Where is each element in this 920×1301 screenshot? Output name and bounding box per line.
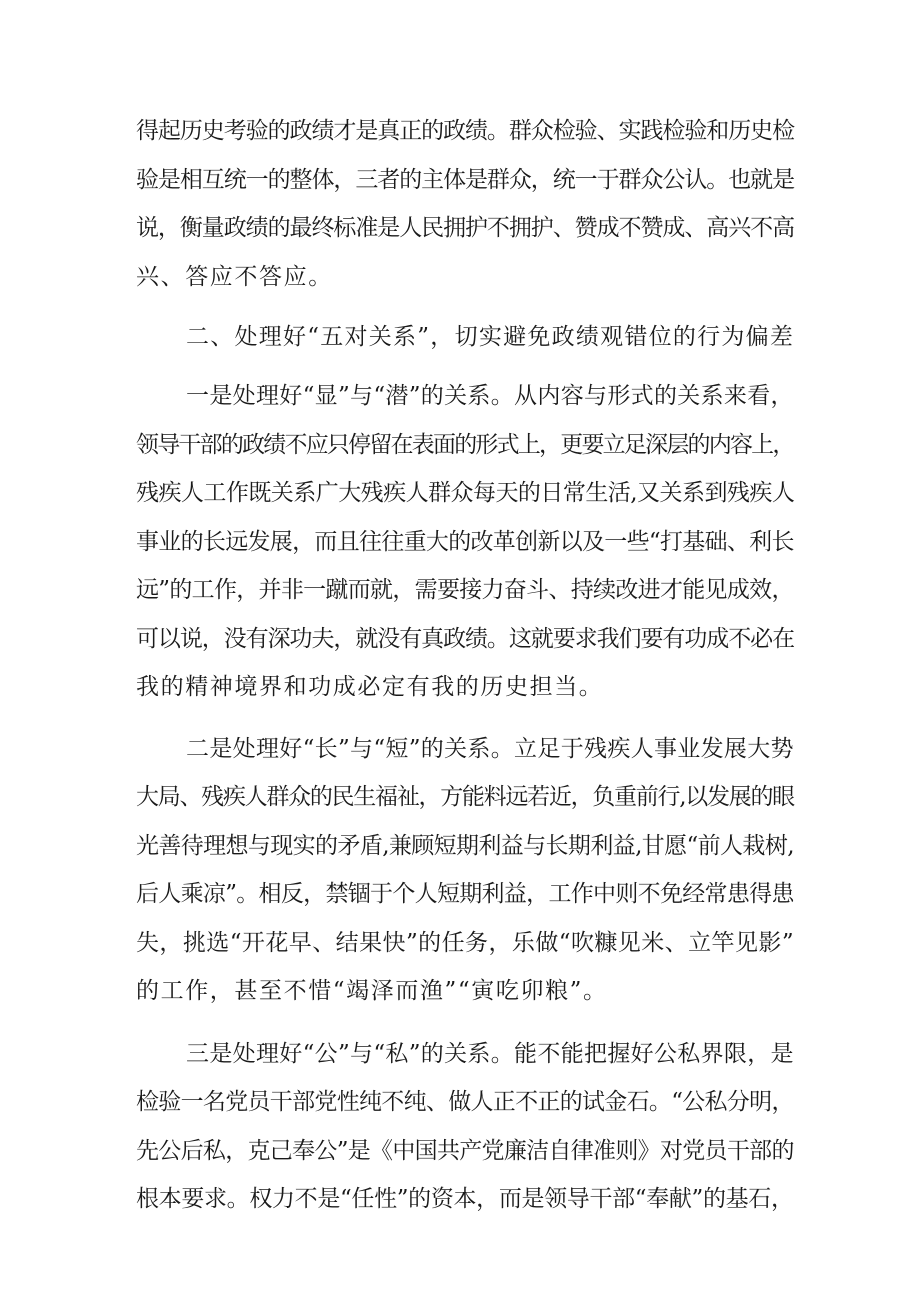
paragraph-1-line-2: 验是相互统一的整体，三者的主体是群众，统一于群众公认。也就是	[136, 167, 794, 193]
paragraph-5-line-3: 先公后私，克己奉公”是《中国共产党廉洁自律准则》对党员干部的	[136, 1138, 794, 1164]
paragraph-4-line-1: 二是处理好“长”与“短”的关系。立足于残疾人事业发展大势	[186, 736, 794, 762]
paragraph-3-line-4: 事业的长远发展，而且往往重大的改革创新以及一些“打基础、利长	[136, 529, 794, 555]
paragraph-5-line-4: 根本要求。权力不是“任性”的资本，而是领导干部“奉献”的基石，	[136, 1186, 794, 1212]
paragraph-1-line-4: 兴、答应不答应。	[136, 264, 333, 290]
paragraph-4-line-6: 的工作，甚至不惜“竭泽而渔”“寅吃卯粮”。	[136, 978, 608, 1004]
paragraph-4-line-3: 光善待理想与现实的矛盾,兼顾短期利益与长期利益,甘愿“前人栽树,	[136, 833, 794, 859]
section-heading: 二、处理好“五对关系”，切实避免政绩观错位的行为偏差	[186, 324, 795, 350]
paragraph-3-line-6: 可以说，没有深功夫，就没有真政绩。这就要求我们要有功成不必在	[136, 626, 794, 652]
paragraph-3-line-5: 远”的工作，并非一蹴而就，需要接力奋斗、持续改进才能见成效，	[136, 577, 794, 603]
paragraph-5-line-2: 检验一名党员干部党性纯不纯、做人正不正的试金石。“公私分明，	[136, 1089, 794, 1115]
paragraph-3-line-2: 领导干部的政绩不应只停留在表面的形式上，更要立足深层的内容上，	[136, 432, 794, 458]
paragraph-5-line-1: 三是处理好“公”与“私”的关系。能不能把握好公私界限，是	[186, 1041, 794, 1067]
paragraph-3-line-3: 残疾人工作既关系广大残疾人群众每天的日常生活,又关系到残疾人	[136, 480, 795, 506]
paragraph-3-line-1: 一是处理好“显”与“潜”的关系。从内容与形式的关系来看，	[186, 383, 794, 409]
paragraph-4-line-4: 后人乘凉”。相反，禁锢于个人短期利益，工作中则不免经常患得患	[136, 881, 794, 907]
paragraph-1-line-1: 得起历史考验的政绩才是真正的政绩。群众检验、实践检验和历史检	[136, 118, 794, 144]
paragraph-1-line-3: 说，衡量政绩的最终标准是人民拥护不拥护、赞成不赞成、高兴不高	[136, 215, 794, 241]
paragraph-4-line-2: 大局、残疾人群众的民生福祉，方能料远若近，负重前行,以发展的眼	[136, 784, 794, 810]
paragraph-3-line-7: 我的精神境界和功成必定有我的历史担当。	[136, 674, 604, 700]
paragraph-4-line-5: 失，挑选“开花早、结果快”的任务，乐做“吹糠见米、立竿见影”	[136, 930, 795, 956]
